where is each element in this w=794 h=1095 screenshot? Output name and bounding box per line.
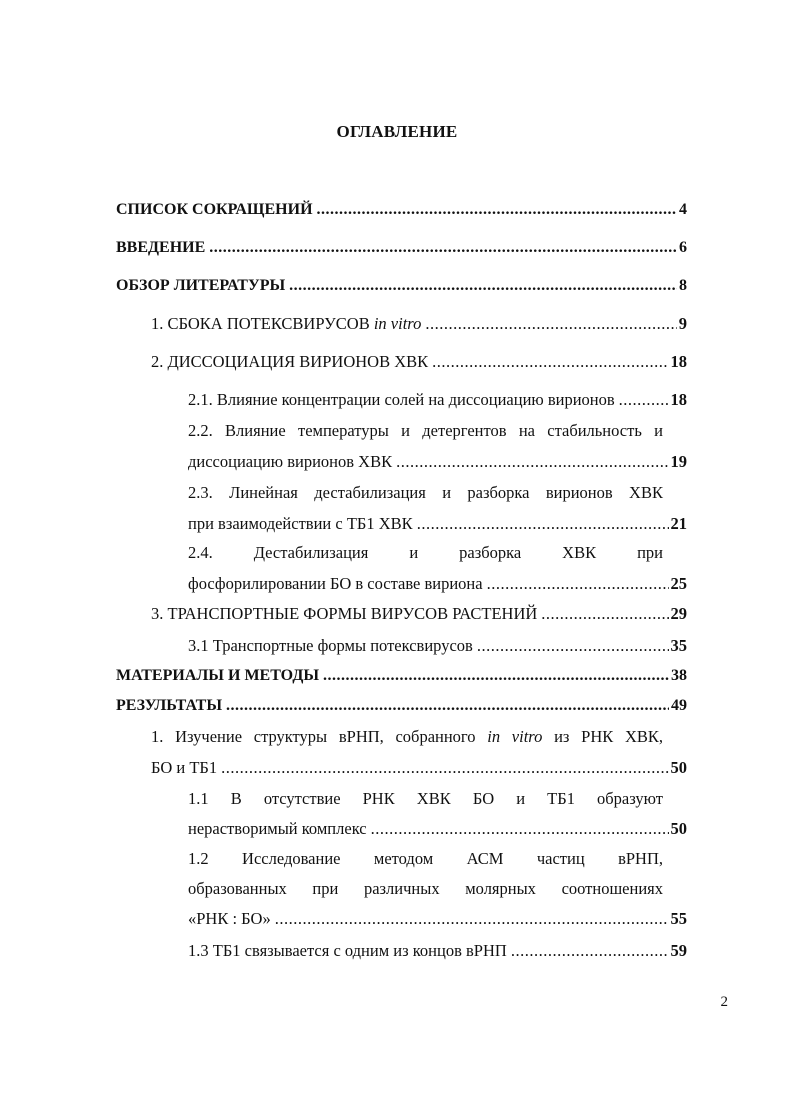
toc-entry-label: МАТЕРИАЛЫ И МЕТОДЫ [116,667,320,684]
leader-dots [396,452,668,472]
leader-dots [487,574,669,594]
toc-entry-result-1-2-line1: 1.2 Исследование методом АСМ частиц вРНП, [188,849,663,868]
leader-dots [289,276,677,296]
toc-page-number: 18 [670,390,687,409]
leader-dots [619,390,669,410]
toc-page-number: 18 [670,352,687,371]
toc-entry-section-3[interactable] [151,604,687,624]
leader-dots [477,636,669,656]
toc-entry-label: диссоциацию вирионов ХВК [188,452,393,471]
toc-entry-label: 2.1. Влияние концентрации солей на диссоциацию вирионов [188,390,615,409]
leader-dots [417,514,669,534]
toc-entry-result-1-3[interactable] [188,941,687,961]
toc-entry-section-2-3-line1: 2.3. Линейная дестабилизация и разборка вирионов ХВК [188,483,663,502]
toc-entry-section-2-4-line1: 2.4. Дестабилизация и разборка ХВК при [188,543,663,562]
toc-entry-label: «РНК : БО» [188,909,271,928]
italic-term: in vitro [487,727,543,746]
toc-entry-label: 3. ТРАНСПОРТНЫЕ ФОРМЫ ВИРУСОВ РАСТЕНИЙ [151,604,538,623]
toc-entry-result-1-1-line1: 1.1 В отсутствие РНК ХВК БО и ТБ1 образуют [188,789,663,808]
toc-entry-section-2[interactable] [151,352,687,372]
toc-page-number: 50 [670,758,687,777]
leader-dots [323,666,669,686]
toc-entry-review[interactable] [116,276,687,296]
page-number: 2 [720,994,728,1010]
toc-entry-section-3-1[interactable] [188,636,687,656]
toc-page-number: 8 [679,277,687,294]
toc-entry-introduction[interactable] [116,238,687,258]
leader-dots [432,352,668,372]
toc-entry-result-1-2-line2: образованных при различных молярных соотношениях [188,879,663,898]
leader-dots [209,238,677,258]
toc-page-number: 4 [679,201,687,218]
toc-page-number: 50 [670,819,687,838]
toc-entry-label: РЕЗУЛЬТАТЫ [116,697,223,714]
leader-dots [511,941,669,961]
toc-entry-result-1-1[interactable] [188,819,687,839]
leader-dots [221,758,668,778]
toc-entry-label: фосфорилировании БО в составе вириона [188,574,483,593]
toc-entry-materials[interactable] [116,666,687,686]
toc-page-number: 38 [671,667,687,684]
toc-page-number: 35 [670,636,687,655]
toc-entry-result-1[interactable] [151,758,687,778]
toc-entry-section-2-4[interactable] [188,574,687,594]
page-title: ОГЛАВЛЕНИЕ [336,122,458,141]
toc-page-number: 21 [670,514,687,533]
toc-entry-label: нерастворимый комплекс [188,819,367,838]
toc-entry-section-1[interactable] [151,314,687,334]
toc-page-number: 59 [670,941,687,960]
toc-page-number: 9 [678,314,687,333]
toc-entry-results[interactable] [116,696,687,716]
toc-entry-label: 1.3 ТБ1 связывается с одним из концов вРНП [188,941,507,960]
toc-entry-section-2-3[interactable] [188,514,687,534]
leader-dots [371,819,669,839]
toc-entry-label: 3.1 Транспортные формы потексвирусов [188,636,473,655]
toc-entry-result-1-2[interactable] [188,909,687,929]
toc-entry-label: ВВЕДЕНИЕ [116,239,206,256]
toc-page-number: 49 [671,697,687,714]
toc-page-number: 6 [679,239,687,256]
toc-entry-label: 1. СБОКА ПОТЕКСВИРУСОВ in vitro [151,314,422,333]
toc-entry-label: ОБЗОР ЛИТЕРАТУРЫ [116,277,286,294]
toc-page-number: 29 [670,604,687,623]
toc-entry-label: 2. ДИССОЦИАЦИЯ ВИРИОНОВ ХВК [151,352,429,371]
toc-page-number: 25 [670,574,687,593]
leader-dots [541,604,668,624]
leader-dots [275,909,669,929]
toc-page-number: 19 [670,452,687,471]
toc-entry-section-2-2[interactable] [188,452,687,472]
toc-entry-section-2-2-line1: 2.2. Влияние температуры и детергентов на стабильность и [188,421,663,440]
leader-dots [317,200,677,220]
toc-entry-label: при взаимодействии с ТБ1 ХВК [188,514,413,533]
toc-entry-label: БО и ТБ1 [151,758,218,777]
italic-term: in vitro [373,314,422,333]
toc-entry-abbreviations[interactable] [116,200,687,220]
leader-dots [226,696,669,716]
toc-entry-label: СПИСОК СОКРАЩЕНИЙ [116,201,313,218]
toc-entry-section-2-1[interactable] [188,390,687,410]
toc-page-number: 55 [670,909,687,928]
leader-dots [425,314,676,334]
toc-entry-result-1-line1: 1. Изучение структуры вРНП, собранного in vitro из РНК ХВК, [151,727,664,746]
